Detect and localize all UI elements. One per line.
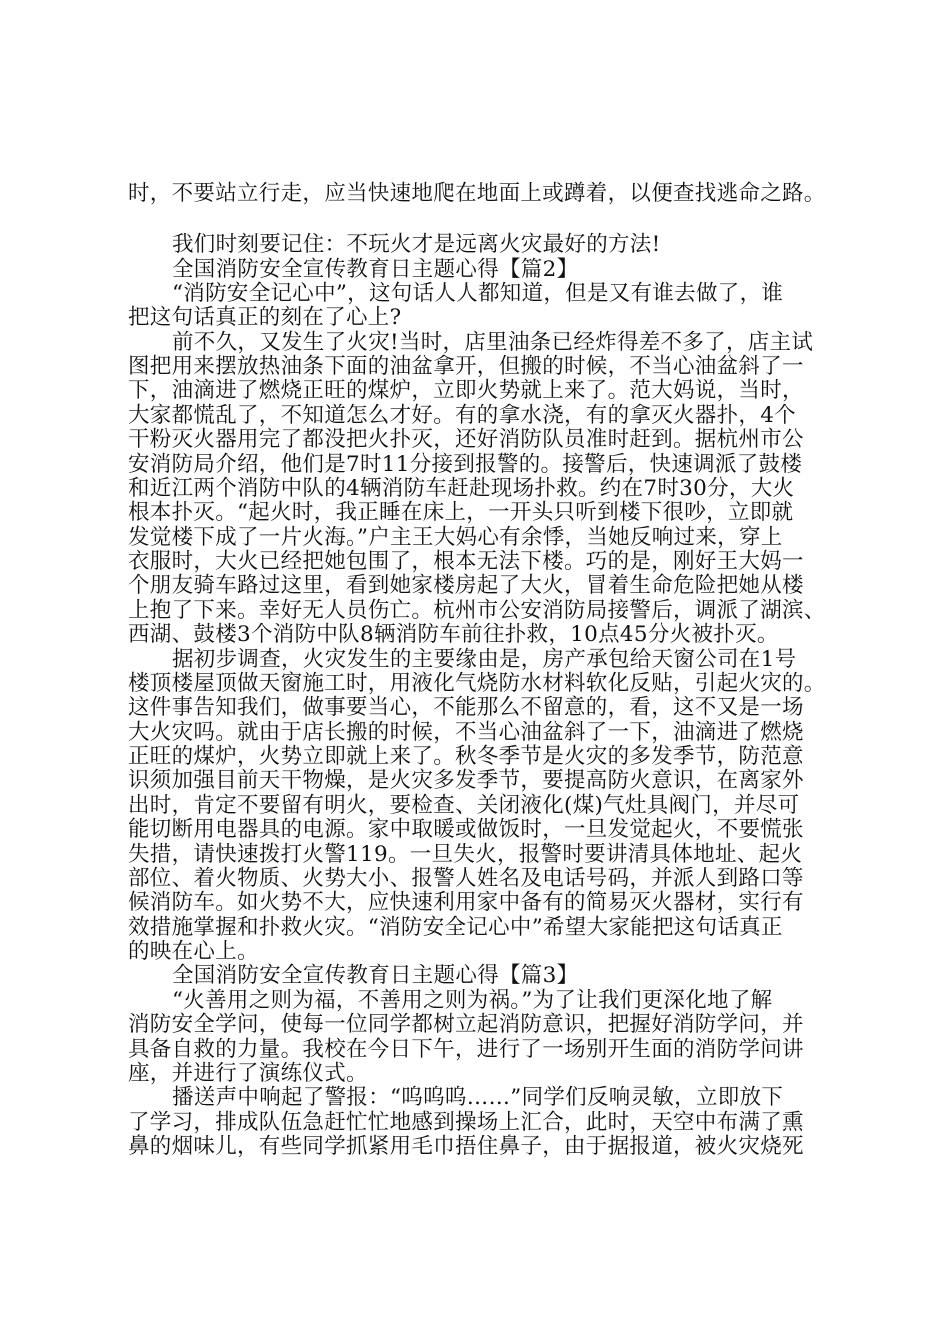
text-line: “消防安全记心中”，这句话人人都知道，但是又有谁去做了，谁 xyxy=(172,281,784,306)
text-line: 候消防车。如火势不大，应快速利用家中备有的简易灭火器材，实行有 xyxy=(128,890,804,915)
text-line: 大家都慌乱了，不知道怎么才好。有的拿水浇，有的拿灭火器扑，4个 xyxy=(128,403,796,428)
text-line: 出时，肯定不要留有明火，要检查、关闭液化(煤)气灶具阀门，并尽可 xyxy=(128,793,800,818)
text-line: 下，油滴进了燃烧正旺的煤炉，立即火势就上来了。范大妈说，当时， xyxy=(128,378,804,403)
text-line: 大火灾吗。就由于店长搬的时候，不当心油盆斜了一下，油滴进了燃烧 xyxy=(128,720,804,745)
text-line: 我们时刻要记住：不玩火才是远离火灾最好的方法! xyxy=(172,232,661,257)
text-line: 效措施掌握和扑救火灾。“消防安全记心中”希望大家能把这句话真正 xyxy=(128,915,783,940)
text-line: 消防安全学问，使每一位同学都树立起消防意识，把握好消防学问，并 xyxy=(128,1012,804,1037)
text-line: 失措，请快速拨打火警119。一旦失火，报警时要讲清具体地址、起火 xyxy=(128,842,803,867)
text-line: 部位、着火物质、火势大小、报警人姓名及电话号码，并派人到路口等 xyxy=(128,866,804,891)
text-line: 根本扑灭。“起火时，我正睡在床上，一开头只听到楼下很吵，立即就 xyxy=(128,500,794,525)
text-line: 和近江两个消防中队的4辆消防车赶赴现场扑救。约在7时30分，大火 xyxy=(128,476,795,501)
text-line: 楼顶楼屋顶做天窗施工时，用液化气烧防水材料软化反贴，引起火灾的。 xyxy=(128,671,826,696)
text-line: 播送声中响起了警报：“呜呜呜……”同学们反响灵敏，立即放下 xyxy=(172,1085,784,1110)
text-line: 衣服时，大火已经把她包围了，根本无法下楼。巧的是，刚好王大妈一 xyxy=(128,549,804,574)
text-line: 座，并进行了演练仪式。 xyxy=(128,1061,368,1086)
text-line: 时，不要站立行走，应当快速地爬在地面上或蹲着，以便查找逃命之路。 xyxy=(128,181,826,206)
text-line: 干粉灭火器用完了都没把火扑灭，还好消防队员准时赶到。据杭州市公 xyxy=(128,427,804,452)
text-line: 前不久，又发生了火灾!当时，店里油条已经炸得差不多了，店主试 xyxy=(172,330,814,355)
text-line: 把这句话真正的刻在了心上? xyxy=(128,305,402,330)
text-line: 安消防局介绍，他们是7时11分接到报警的。接警后，快速调派了鼓楼 xyxy=(128,452,803,477)
text-line: 识须加强目前天干物燥，是火灾多发季节，要提高防火意识，在离家外 xyxy=(128,768,804,793)
text-line: 据初步调查，火灾发生的主要缘由是，房产承包给天窗公司在1号 xyxy=(172,647,797,672)
text-line: 个朋友骑车路过这里，看到她家楼房起了大火，冒着生命危险把她从楼 xyxy=(128,573,804,598)
text-line: 发觉楼下成了一片火海。”户主王大妈心有余悸，当她反响过来，穿上 xyxy=(128,525,783,550)
text-line: 能切断用电器具的电源。家中取暖或做饭时，一旦发觉起火，不要慌张 xyxy=(128,817,804,842)
text-line: 的映在心上。 xyxy=(128,939,259,964)
text-line: 西湖、鼓楼3个消防中队8辆消防车前往扑救，10点45分火被扑灭。 xyxy=(128,622,779,647)
text-line: 具备自救的力量。我校在今日下午，进行了一场别开生面的消防学问讲 xyxy=(128,1037,804,1062)
section-heading-2: 全国消防安全宣传教育日主题心得【篇2】 xyxy=(172,257,579,282)
text-line: 图把用来摆放热油条下面的油盆拿开，但搬的时候，不当心油盆斜了一 xyxy=(128,354,804,379)
text-line: 这件事告知我们，做事要当心，不能那么不留意的，看，这不又是一场 xyxy=(128,695,804,720)
section-heading-3: 全国消防安全宣传教育日主题心得【篇3】 xyxy=(172,963,579,988)
text-line: “火善用之则为福，不善用之则为祸。”为了让我们更深化地了解 xyxy=(172,988,773,1013)
text-line: 鼻的烟味儿，有些同学抓紧用毛巾捂住鼻子，由于据报道，被火灾烧死 xyxy=(128,1134,804,1159)
text-line: 正旺的煤炉，火势立即就上来了。秋冬季节是火灾的多发季节，防范意 xyxy=(128,744,804,769)
text-line: 上抱了下来。幸好无人员伤亡。杭州市公安消防局接警后，调派了湖滨、 xyxy=(128,598,826,623)
text-line: 了学习，排成队伍急赶忙忙地感到操场上汇合，此时，天空中布满了熏 xyxy=(128,1110,804,1135)
